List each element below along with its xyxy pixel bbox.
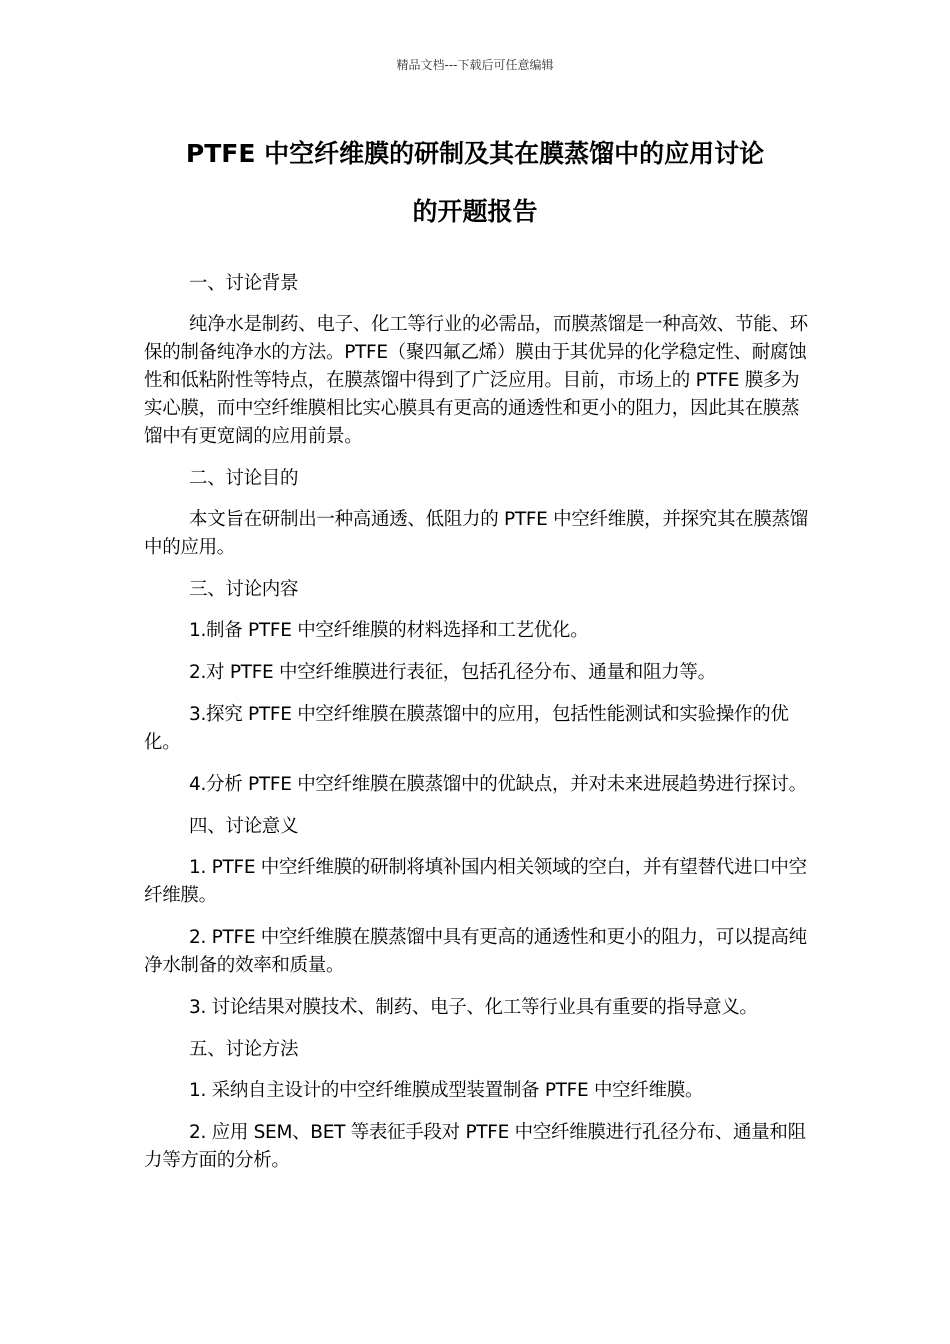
methods-item: 1. 采纳自主设计的中空纤维膜成型装置制备 PTFE 中空纤维膜。 — [189, 1080, 704, 1101]
section-heading-content: 三、讨论内容 — [189, 579, 299, 600]
purpose-paragraph: 本文旨在研制出一种高通透、低阻力的 PTFE 中空纤维膜，并探究其在膜蒸馏中的应用。 — [144, 509, 808, 558]
document-body — [144, 270, 808, 1189]
background-paragraph: 纯净水是制药、电子、化工等行业的必需品，而膜蒸馏是一种高效、节能、环保的制备纯净水的方法。PTFE（聚四氟乙烯）膜由于其优异的化学稳定性、耐腐蚀性和低粘附性等特点，在膜蒸馏中得到了广泛应用。目前，市场上的 PTFE 膜多为实心膜，而中空纤维膜相比实心膜具有更高的通透性和更小的阻力，因此其在膜蒸馏中有更宽阔的应用前景。 — [144, 314, 808, 447]
document-title-line-2: 的开题报告 — [412, 197, 538, 226]
significance-item: 1. PTFE 中空纤维膜的研制将填补国内相关领域的空白，并有望替代进口中空纤维膜。 — [144, 857, 807, 906]
significance-item: 3. 讨论结果对膜技术、制药、电子、化工等行业具有重要的指导意义。 — [189, 997, 758, 1018]
header-note: 精品文档---下载后可任意编辑 — [396, 58, 554, 72]
significance-item: 2. PTFE 中空纤维膜在膜蒸馏中具有更高的通透性和更小的阻力，可以提高纯净水制备的效率和质量。 — [144, 927, 807, 976]
methods-item: 2. 应用 SEM、BET 等表征手段对 PTFE 中空纤维膜进行孔径分布、通量和阻力等方面的分析。 — [144, 1122, 806, 1171]
section-heading-methods: 五、讨论方法 — [189, 1039, 299, 1060]
section-heading-background: 一、讨论背景 — [189, 273, 299, 294]
content-item: 2.对 PTFE 中空纤维膜进行表征，包括孔径分布、通量和阻力等。 — [189, 662, 716, 683]
document-title-line-1: PTFE 中空纤维膜的研制及其在膜蒸馏中的应用讨论 — [185, 139, 765, 168]
content-item: 3.探究 PTFE 中空纤维膜在膜蒸馏中的应用，包括性能测试和实验操作的优化。 — [144, 704, 789, 753]
content-item: 4.分析 PTFE 中空纤维膜在膜蒸馏中的优缺点，并对未来进展趋势进行探讨。 — [189, 774, 807, 795]
content-item: 1.制备 PTFE 中空纤维膜的材料选择和工艺优化。 — [189, 620, 589, 641]
section-heading-significance: 四、讨论意义 — [189, 816, 299, 837]
section-heading-purpose: 二、讨论目的 — [189, 468, 299, 489]
